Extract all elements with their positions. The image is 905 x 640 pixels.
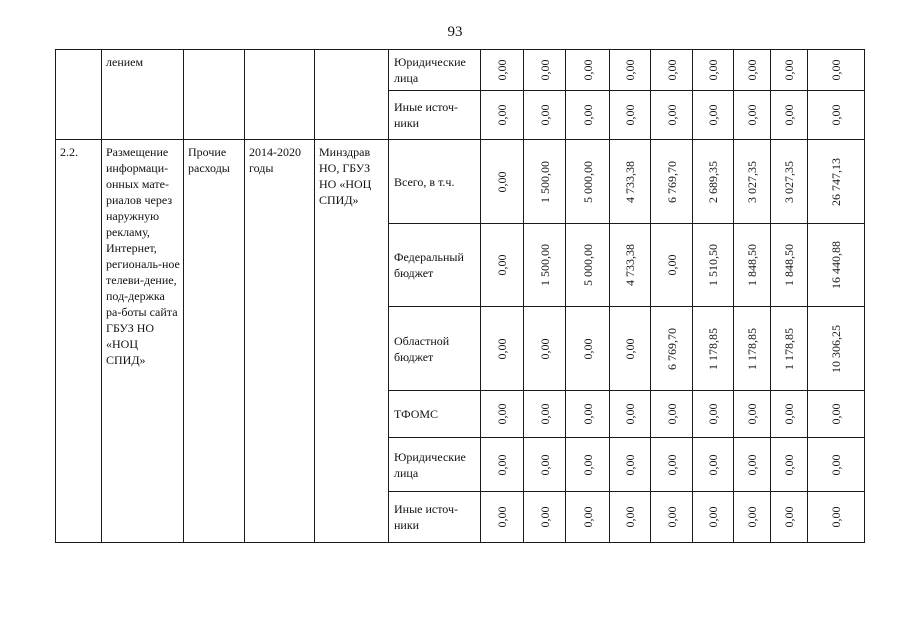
value-cell [610,438,651,492]
measure-cell-text: лением [106,55,144,69]
value-cell [524,224,566,307]
value-cell [610,91,651,140]
value-text: 3 027,35 [745,160,759,203]
value-cell [566,224,610,307]
value-cell [651,391,693,438]
value-cell [566,140,610,224]
value-text: 0,00 [580,403,595,425]
measure-cell [102,50,184,140]
item-number-cell [56,50,102,140]
value-cell [808,50,865,91]
value-text: 0,00 [706,104,720,126]
value-text: 0,00 [745,506,759,528]
value-text: 0,00 [495,506,509,528]
source-label [389,492,481,543]
value-cell [651,224,693,307]
source-label [389,307,481,391]
value-cell [808,492,865,543]
value-cell [693,50,734,91]
value-text: 0,00 [580,59,595,81]
value-text: 0,00 [580,104,595,126]
value-cell [481,91,524,140]
value-cell [808,224,865,307]
value-cell [524,492,566,543]
value-cell [481,50,524,91]
value-text: 0,00 [623,338,637,359]
value-text: 0,00 [829,506,843,528]
value-text: 1 500,00 [537,160,552,203]
value-text: 0,00 [495,254,509,276]
value-cell [808,307,865,391]
table-row [56,50,865,91]
value-text: 0,00 [664,506,679,528]
value-cell [481,140,524,224]
value-cell [524,391,566,438]
value-text: 0,00 [664,403,679,425]
value-cell [734,140,771,224]
value-cell [610,307,651,391]
value-cell [524,438,566,492]
value-text: 0,00 [580,454,595,475]
value-text: 1 500,00 [537,244,552,286]
value-text: 0,00 [623,59,637,81]
value-text: 2 689,35 [706,160,720,203]
value-text: 0,00 [706,403,720,425]
value-text: 6 769,70 [664,327,679,370]
value-cell [808,438,865,492]
value-text: 0,00 [782,506,796,528]
source-label [389,91,481,140]
value-cell [771,492,808,543]
item-number-cell [56,140,102,543]
value-cell [693,140,734,224]
value-text: 0,00 [537,104,552,126]
value-text: 0,00 [745,403,759,425]
value-text: 0,00 [706,59,720,81]
value-cell [693,492,734,543]
value-text: 0,00 [829,59,843,81]
value-cell [566,307,610,391]
source-label-text: Областной бюджет [394,333,450,364]
value-text: 4 733,38 [623,244,637,286]
executor-cell-text: Минздрав НО, ГБУЗ НО «НОЦ СПИД» [319,145,372,207]
value-text: 3 027,35 [782,160,796,203]
value-cell [771,391,808,438]
value-text: 6 769,70 [664,160,679,203]
value-text: 1 848,50 [782,244,796,286]
source-label-text: Юридические лица [394,449,466,480]
value-cell [481,438,524,492]
value-cell [481,492,524,543]
measure-cell-text: Размещение информаци-онных мате-риалов через наружную рекламу, Интернет, региональ-ное телеви-дение, под-держка ра-боты сайта ГБУЗ НО «НОЦ СПИД» [106,145,180,367]
value-cell [651,50,693,91]
value-cell [693,224,734,307]
value-text: 0,00 [623,403,637,425]
value-cell [771,91,808,140]
expense-type-cell-text: Прочие расходы [188,145,230,175]
value-cell [610,224,651,307]
table-row [56,140,865,224]
value-text: 0,00 [537,59,552,81]
value-text: 26 747,13 [829,157,843,206]
value-cell [734,224,771,307]
value-cell [771,307,808,391]
value-text: 1 510,50 [706,244,720,286]
source-label [389,50,481,91]
value-text: 0,00 [706,454,720,475]
value-cell [481,224,524,307]
value-text: 0,00 [537,506,552,528]
source-label [389,224,481,307]
value-text: 4 733,38 [623,160,637,203]
value-text: 0,00 [706,506,720,528]
source-label [389,391,481,438]
value-text: 0,00 [495,171,509,192]
value-text: 0,00 [745,59,759,81]
value-cell [734,391,771,438]
value-cell [566,50,610,91]
value-text: 0,00 [782,59,796,81]
value-cell [734,50,771,91]
expense-type-cell [184,140,245,543]
source-label-text: Федеральный бюджет [394,250,464,280]
value-text: 0,00 [495,59,509,81]
value-cell [771,140,808,224]
source-label [389,140,481,224]
value-cell [693,307,734,391]
value-text: 0,00 [580,506,595,528]
value-text: 0,00 [745,104,759,126]
value-cell [808,91,865,140]
value-text: 0,00 [537,338,552,359]
value-cell [651,307,693,391]
value-text: 16 440,88 [829,241,843,289]
source-label-text: ТФОМС [394,407,439,421]
value-text: 1 178,85 [706,327,720,370]
value-cell [524,140,566,224]
value-cell [771,438,808,492]
source-label-text: Иные источ-ники [394,100,459,130]
value-text: 0,00 [829,104,843,126]
value-cell [651,492,693,543]
value-text: 1 848,50 [745,244,759,286]
value-cell [808,140,865,224]
value-text: 0,00 [623,506,637,528]
value-cell [566,438,610,492]
value-cell [693,91,734,140]
value-cell [734,307,771,391]
period-cell [245,50,315,140]
value-text: 0,00 [623,454,637,475]
value-cell [771,224,808,307]
value-cell [693,391,734,438]
item-number-cell-text: 2.2. [60,145,78,159]
value-text: 0,00 [580,338,595,359]
value-text: 0,00 [537,403,552,425]
value-text: 0,00 [745,454,759,475]
value-cell [610,492,651,543]
value-cell [524,50,566,91]
value-text: 5 000,00 [580,160,595,203]
value-text: 0,00 [782,403,796,425]
value-text: 10 306,25 [829,324,843,373]
value-text: 0,00 [829,403,843,425]
value-text: 0,00 [782,454,796,475]
value-cell [610,50,651,91]
value-cell [524,307,566,391]
value-text: 0,00 [664,104,679,126]
source-label [389,438,481,492]
budget-table [55,49,865,543]
value-text: 0,00 [664,254,679,276]
value-cell [734,438,771,492]
value-cell [734,91,771,140]
value-text: 0,00 [664,454,679,475]
value-text: 1 178,85 [782,327,796,370]
value-text: 5 000,00 [580,244,595,286]
value-cell [651,438,693,492]
value-text: 0,00 [623,104,637,126]
value-cell [566,492,610,543]
value-text: 0,00 [495,403,509,425]
executor-cell [315,50,389,140]
value-cell [651,140,693,224]
period-cell [245,140,315,543]
value-cell [566,391,610,438]
value-cell [734,492,771,543]
source-label-text: Всего, в т.ч. [394,174,455,189]
value-cell [693,438,734,492]
period-cell-text: 2014-2020 годы [249,145,301,175]
value-cell [808,391,865,438]
value-cell [566,91,610,140]
value-text: 0,00 [495,454,509,475]
value-text: 0,00 [537,454,552,475]
source-label-text: Юридические лица [394,55,466,85]
source-label-text: Иные источ-ники [394,502,459,532]
value-text: 0,00 [495,338,509,359]
value-text: 1 178,85 [745,327,759,370]
value-cell [610,140,651,224]
value-text: 0,00 [664,59,679,81]
page-number: 93 [447,24,463,40]
value-cell [771,50,808,91]
value-text: 0,00 [495,104,509,126]
measure-cell [102,140,184,543]
value-cell [610,391,651,438]
value-cell [481,391,524,438]
expense-type-cell [184,50,245,140]
value-text: 0,00 [829,454,843,475]
value-text: 0,00 [782,104,796,126]
executor-cell [315,140,389,543]
value-cell [524,91,566,140]
value-cell [481,307,524,391]
value-cell [651,91,693,140]
